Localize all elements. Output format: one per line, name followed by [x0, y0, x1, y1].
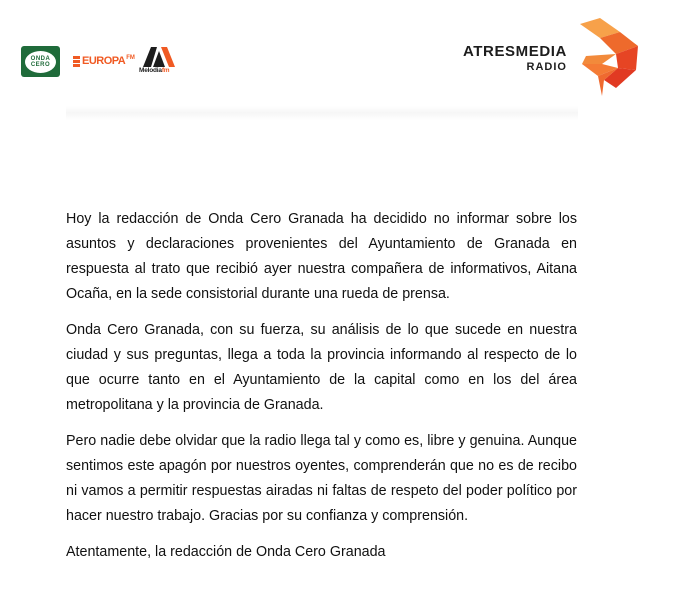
onda-cero-logo-line2: CERO: [30, 61, 51, 68]
atresmedia-name: ATRESMEDIA: [462, 43, 567, 60]
melodia-fm-mark-icon: [143, 47, 175, 67]
letter-signature: Atentamente, la redacción de Onda Cero Granada: [66, 544, 386, 560]
onda-cero-logo-line1: ONDA: [30, 55, 51, 62]
melodia-fm-logo-suffix: fm: [161, 67, 170, 74]
europa-fm-bars-icon: [73, 56, 80, 67]
europa-fm-logo-word: EUROPA: [82, 55, 126, 67]
letter-paragraph: Onda Cero Granada, con su fuerza, su análisis de lo que sucede en nuestra ciudad y sus preguntas, llega a toda la provincia informando al respecto de lo que ocurre tanto en el Ayuntamiento de la capital como en los del área metropolitana y la provincia de Granada.: [66, 322, 577, 413]
melodia-fm-logo: [139, 47, 179, 77]
atresmedia-radio-wordmark: [463, 44, 567, 73]
onda-cero-logo-badge: [25, 51, 56, 73]
letter-paragraph: Hoy la redacción de Onda Cero Granada ha decidido no informar sobre los asuntos y declaraciones provenientes del Ayuntamiento de Granada en respuesta al trato que recibió ayer nuestra compañera de informativos, Aitana Ocaña, en la sede consistorial durante una rueda de prensa.: [66, 211, 577, 302]
onda-cero-logo: [21, 46, 60, 77]
atresmedia-mark-icon: [578, 18, 640, 98]
melodia-fm-logo-label: [139, 67, 169, 74]
letter-body: [66, 207, 577, 576]
header-divider: [66, 106, 578, 120]
letter-paragraph: Pero nadie debe olvidar que la radio llega tal y como es, libre y genuina. Aunque sentimos este apagón por nuestros oyentes, comprenderán que no es de recibo ni vamos a permitir respuestas airadas ni faltas de respeto del poder político por hacer nuestro trabajo. Gracias por su confianza y comprensión.: [66, 433, 577, 524]
europa-fm-logo-suffix: FM: [126, 55, 135, 61]
melodia-fm-logo-word: Melodia: [139, 67, 162, 74]
atresmedia-sub: RADIO: [526, 61, 567, 73]
europa-fm-logo: [73, 53, 135, 69]
